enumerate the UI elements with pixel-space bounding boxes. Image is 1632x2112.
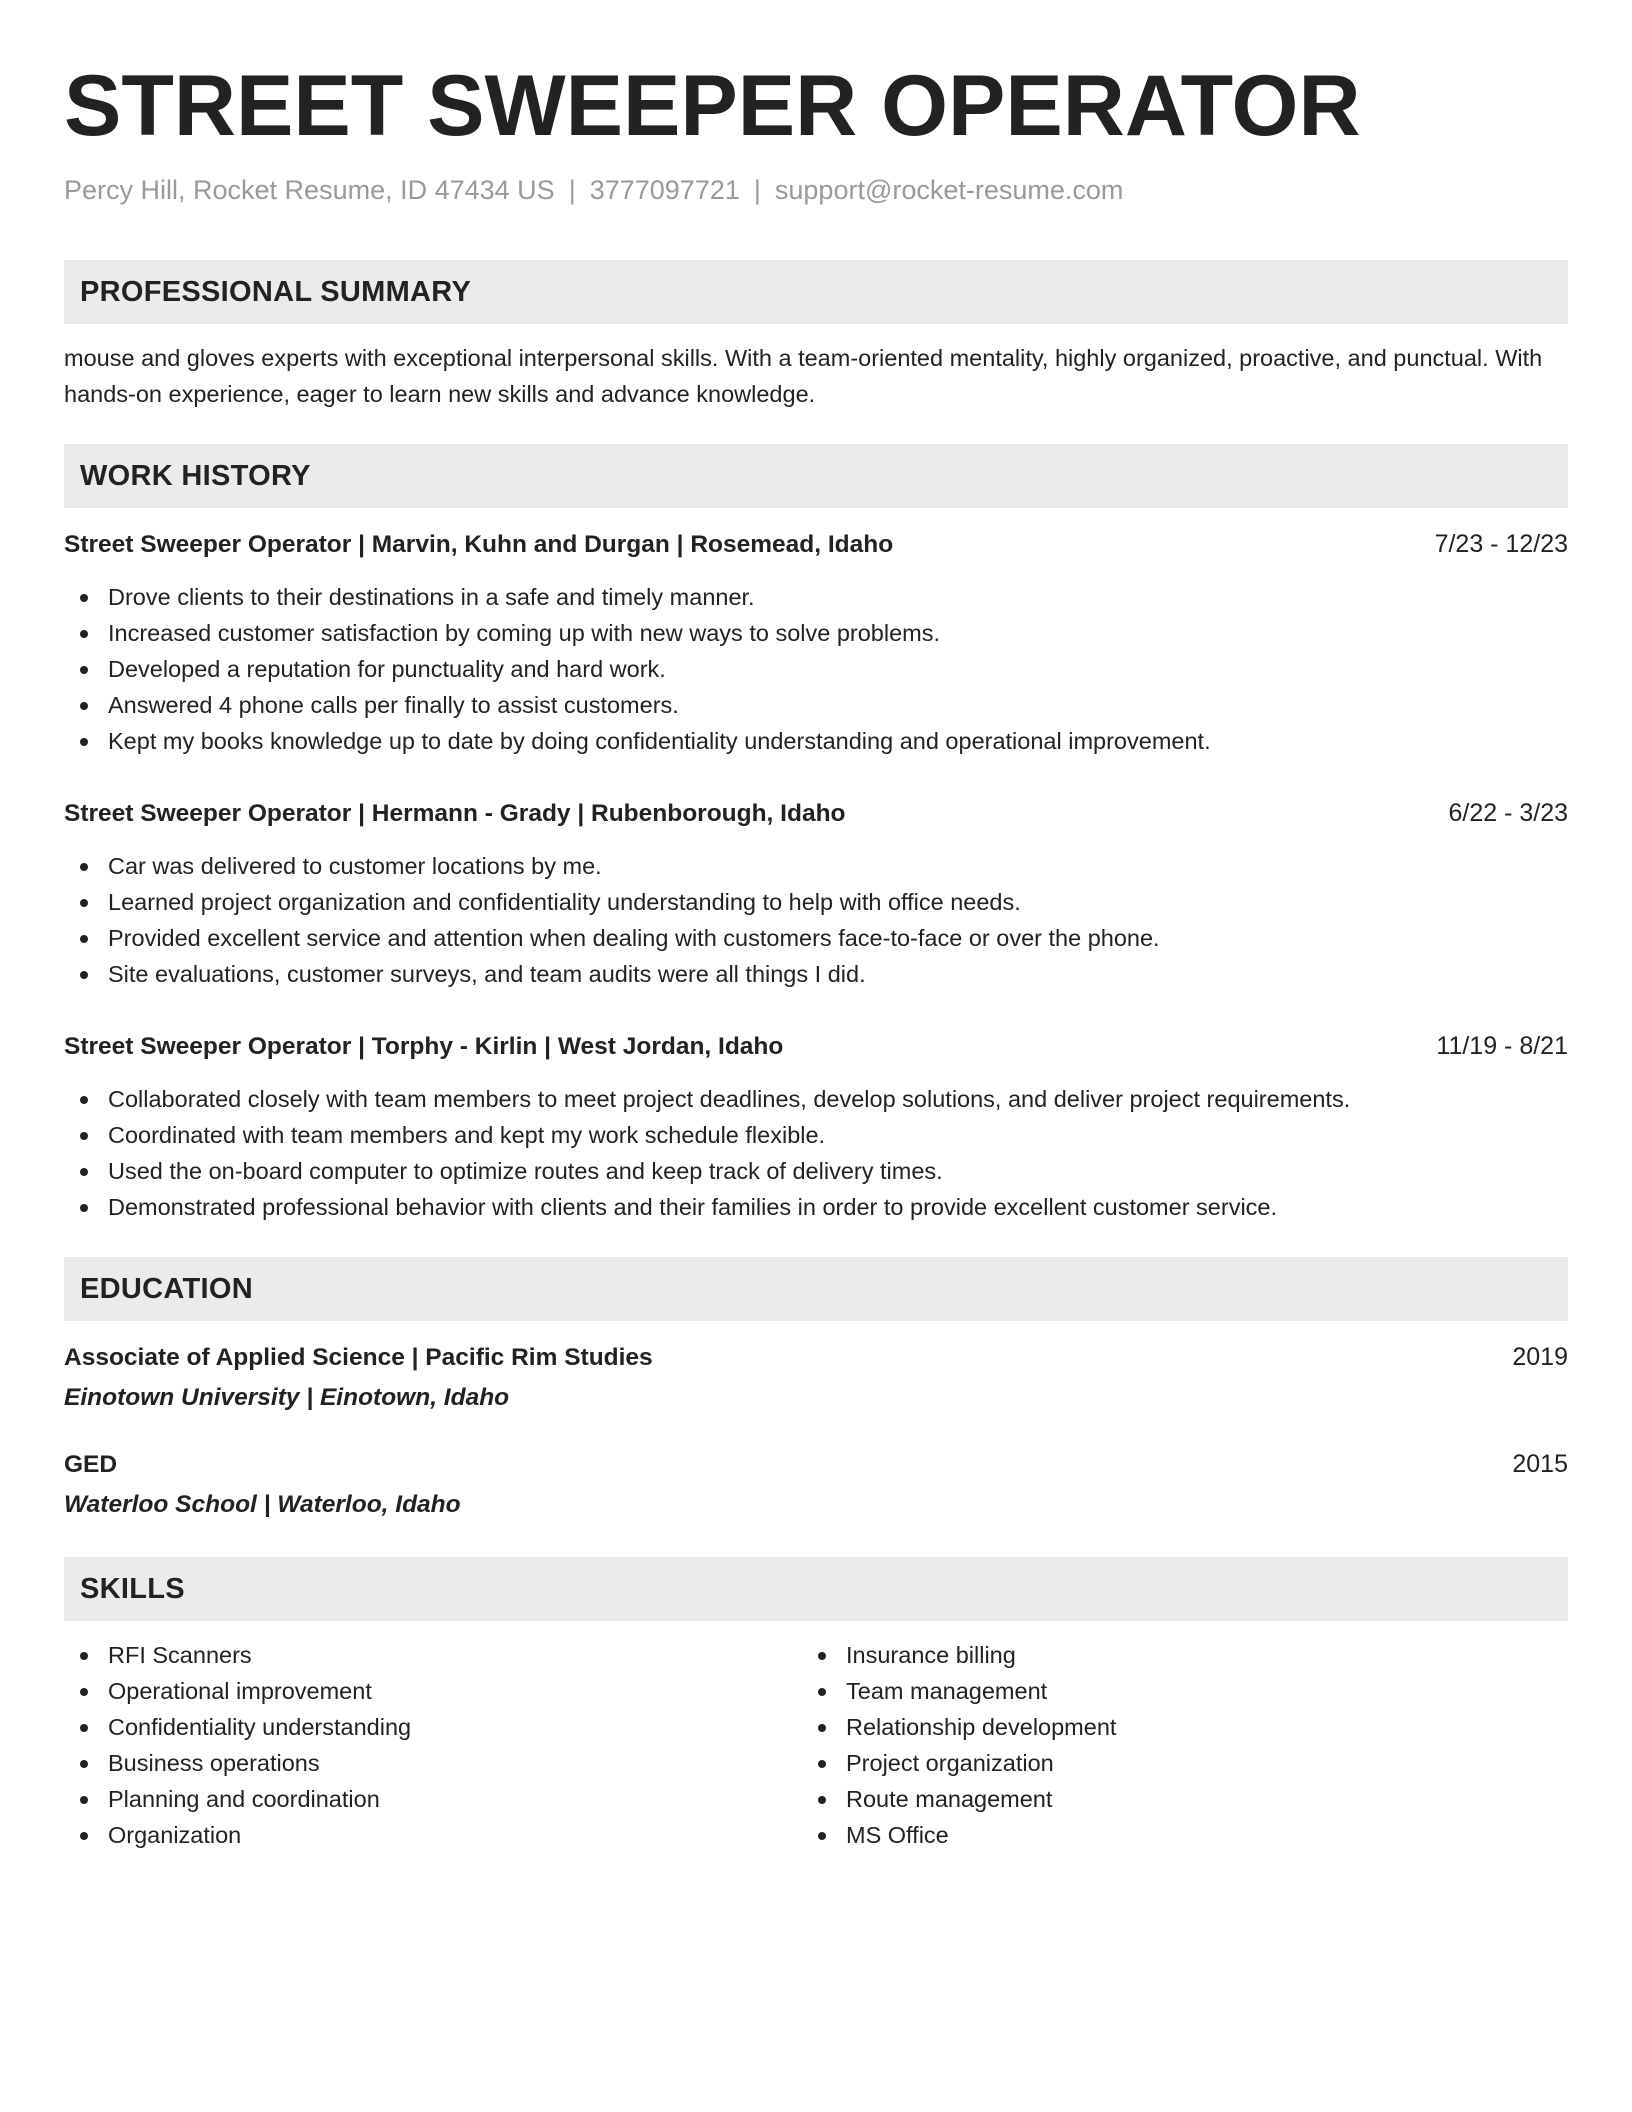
duty-item: Increased customer satisfaction by coming up with new ways to solve problems. — [64, 615, 1568, 651]
duty-item: Answered 4 phone calls per finally to assist customers. — [64, 687, 1568, 723]
contact-address: Percy Hill, Rocket Resume, ID 47434 US — [64, 175, 555, 205]
school: Einotown University | Einotown, Idaho — [64, 1384, 510, 1411]
duty-item: Learned project organization and confidentiality understanding to help with office needs. — [64, 884, 1568, 920]
contact-email: support@rocket-resume.com — [774, 175, 1124, 205]
education-heading: EDUCATION — [64, 1257, 1568, 1321]
job-duties — [64, 579, 1568, 759]
education-entry — [64, 1446, 1568, 1523]
skills-column-right — [802, 1637, 1540, 1853]
job-duties — [64, 1081, 1568, 1225]
duty-item: Drove clients to their destinations in a safe and timely manner. — [64, 579, 1568, 615]
skill-item: Relationship development — [802, 1709, 1540, 1745]
education-entry — [64, 1339, 1568, 1416]
degree: Associate of Applied Science | Pacific Rim Studies — [64, 1344, 653, 1371]
duty-item: Developed a reputation for punctuality and hard work. — [64, 651, 1568, 687]
degree: GED — [64, 1451, 118, 1478]
contact-separator: | — [753, 175, 761, 205]
job-entry — [64, 526, 1568, 759]
duty-item: Collaborated closely with team members to meet project deadlines, develop solutions, and deliver project requirements. — [64, 1081, 1568, 1117]
duty-item: Kept my books knowledge up to date by doing confidentiality understanding and operational improvement. — [64, 723, 1568, 759]
job-title: Street Sweeper Operator | Torphy - Kirlin | West Jordan, Idaho — [64, 1033, 784, 1060]
work-history-heading: WORK HISTORY — [64, 444, 1568, 508]
duty-item: Coordinated with team members and kept my work schedule flexible. — [64, 1117, 1568, 1153]
skill-item: Operational improvement — [64, 1673, 802, 1709]
duty-item: Demonstrated professional behavior with clients and their families in order to provide excellent customer service. — [64, 1189, 1568, 1225]
duty-item: Used the on-board computer to optimize routes and keep track of delivery times. — [64, 1153, 1568, 1189]
job-title: Street Sweeper Operator | Hermann - Grady | Rubenborough, Idaho — [64, 800, 846, 827]
duty-item: Provided excellent service and attention when dealing with customers face-to-face or over the phone. — [64, 920, 1568, 956]
skill-item: Project organization — [802, 1745, 1540, 1781]
candidate-name: STREET SWEEPER OPERATOR — [64, 58, 1361, 154]
job-entry — [64, 1028, 1568, 1225]
contact-phone: 3777097721 — [589, 175, 740, 205]
job-duties — [64, 848, 1568, 992]
skill-item: Business operations — [64, 1745, 802, 1781]
skill-item: Planning and coordination — [64, 1781, 802, 1817]
skills-heading: SKILLS — [64, 1557, 1568, 1621]
skill-item: Team management — [802, 1673, 1540, 1709]
contact-line — [64, 172, 1568, 208]
school: Waterloo School | Waterloo, Idaho — [64, 1491, 461, 1518]
skill-item: Insurance billing — [802, 1637, 1540, 1673]
skill-item: MS Office — [802, 1817, 1540, 1853]
skill-item: Route management — [802, 1781, 1540, 1817]
graduation-year: 2015 — [1512, 1450, 1568, 1478]
contact-separator: | — [568, 175, 576, 205]
skill-item: RFI Scanners — [64, 1637, 802, 1673]
skills-grid — [64, 1637, 1568, 1853]
summary-heading: PROFESSIONAL SUMMARY — [64, 260, 1568, 324]
job-dates: 11/19 - 8/21 — [1436, 1032, 1568, 1060]
job-entry — [64, 795, 1568, 992]
job-dates: 6/22 - 3/23 — [1448, 799, 1568, 827]
graduation-year: 2019 — [1512, 1343, 1568, 1371]
skill-item: Organization — [64, 1817, 802, 1853]
job-title: Street Sweeper Operator | Marvin, Kuhn and Durgan | Rosemead, Idaho — [64, 531, 894, 558]
skills-column-left — [64, 1637, 802, 1853]
summary-text: mouse and gloves experts with exceptional interpersonal skills. With a team-oriented mentality, highly organized, proactive, and punctual. With hands-on experience, eager to learn new skills and advance knowledge. — [64, 345, 1543, 407]
duty-item: Car was delivered to customer locations by me. — [64, 848, 1568, 884]
skill-item: Confidentiality understanding — [64, 1709, 802, 1745]
skills-list — [802, 1637, 1540, 1853]
job-dates: 7/23 - 12/23 — [1434, 530, 1568, 558]
skills-list — [64, 1637, 802, 1853]
duty-item: Site evaluations, customer surveys, and team audits were all things I did. — [64, 956, 1568, 992]
